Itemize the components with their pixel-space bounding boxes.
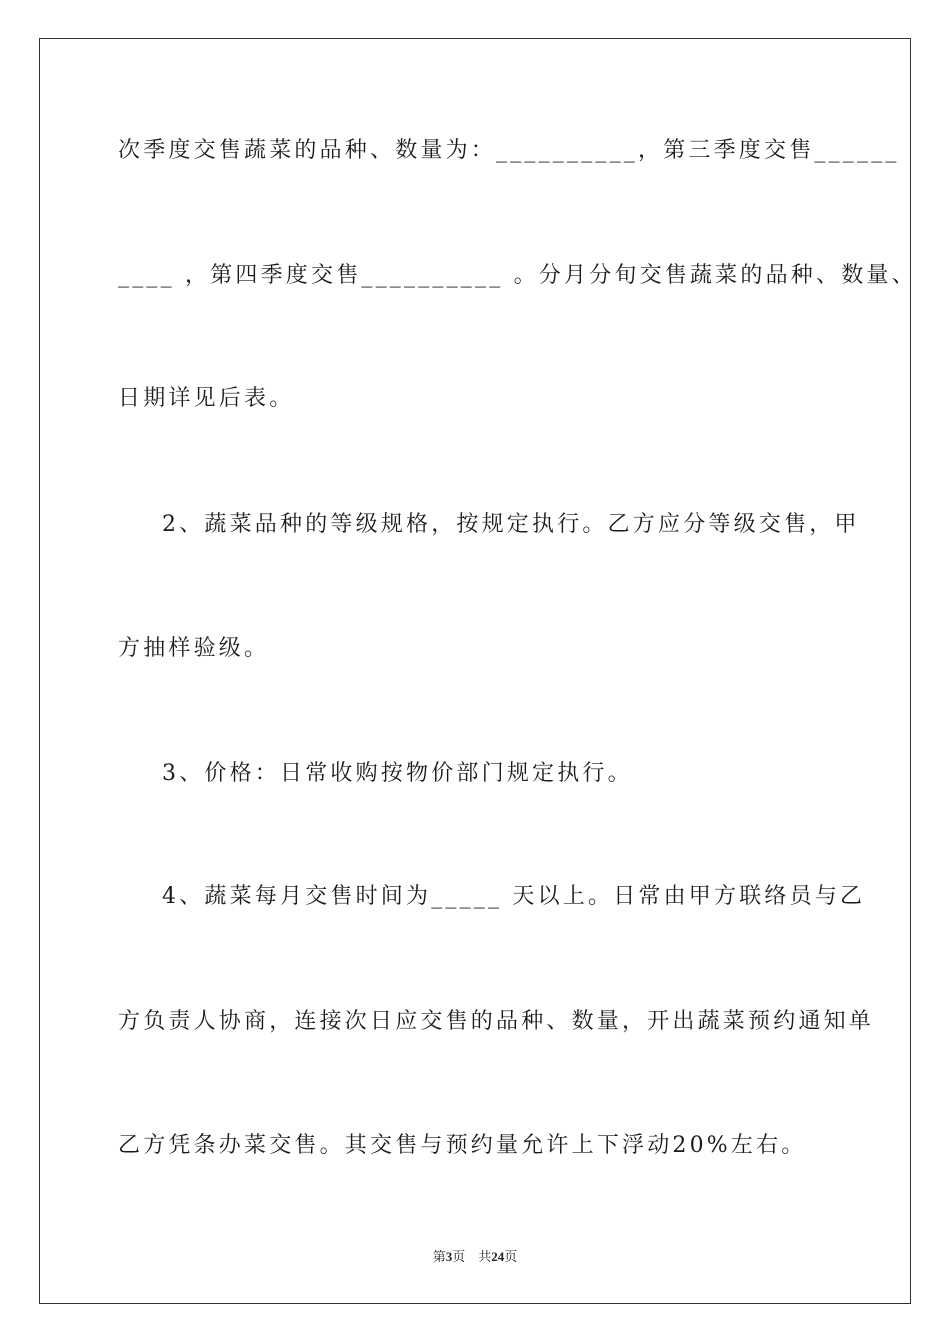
page-border <box>39 38 917 1304</box>
paragraph-line-7: 4、蔬菜每月交售时间为_____ 天以上。日常由甲方联络员与乙 <box>162 884 866 909</box>
footer-middle: 页 共 <box>452 1249 492 1264</box>
paragraph-line-5: 方抽样验级。 <box>118 636 270 661</box>
paragraph-line-3: 日期详见后表。 <box>118 386 295 411</box>
footer-prefix: 第 <box>432 1249 446 1264</box>
paragraph-line-1: 次季度交售蔬菜的品种、数量为：__________，第三季度交售______ <box>118 138 900 163</box>
footer-total-pages: 24 <box>491 1249 505 1264</box>
paragraph-line-4: 2、蔬菜品种的等级规格，按规定执行。乙方应分等级交售，甲 <box>162 512 860 537</box>
footer-current-page: 3 <box>445 1249 453 1264</box>
footer-suffix: 页 <box>504 1249 518 1264</box>
paragraph-line-6: 3、价格：日常收购按物价部门规定执行。 <box>162 761 633 786</box>
page-footer <box>0 1246 950 1265</box>
paragraph-line-9: 乙方凭条办菜交售。其交售与预约量允许上下浮动20%左右。 <box>118 1133 807 1158</box>
paragraph-line-2: ____ ，第四季度交售__________ 。分月分旬交售蔬菜的品种、数量、 <box>118 263 917 288</box>
paragraph-line-8: 方负责人协商，连接次日应交售的品种、数量，开出蔬菜预约通知单 <box>118 1009 875 1034</box>
